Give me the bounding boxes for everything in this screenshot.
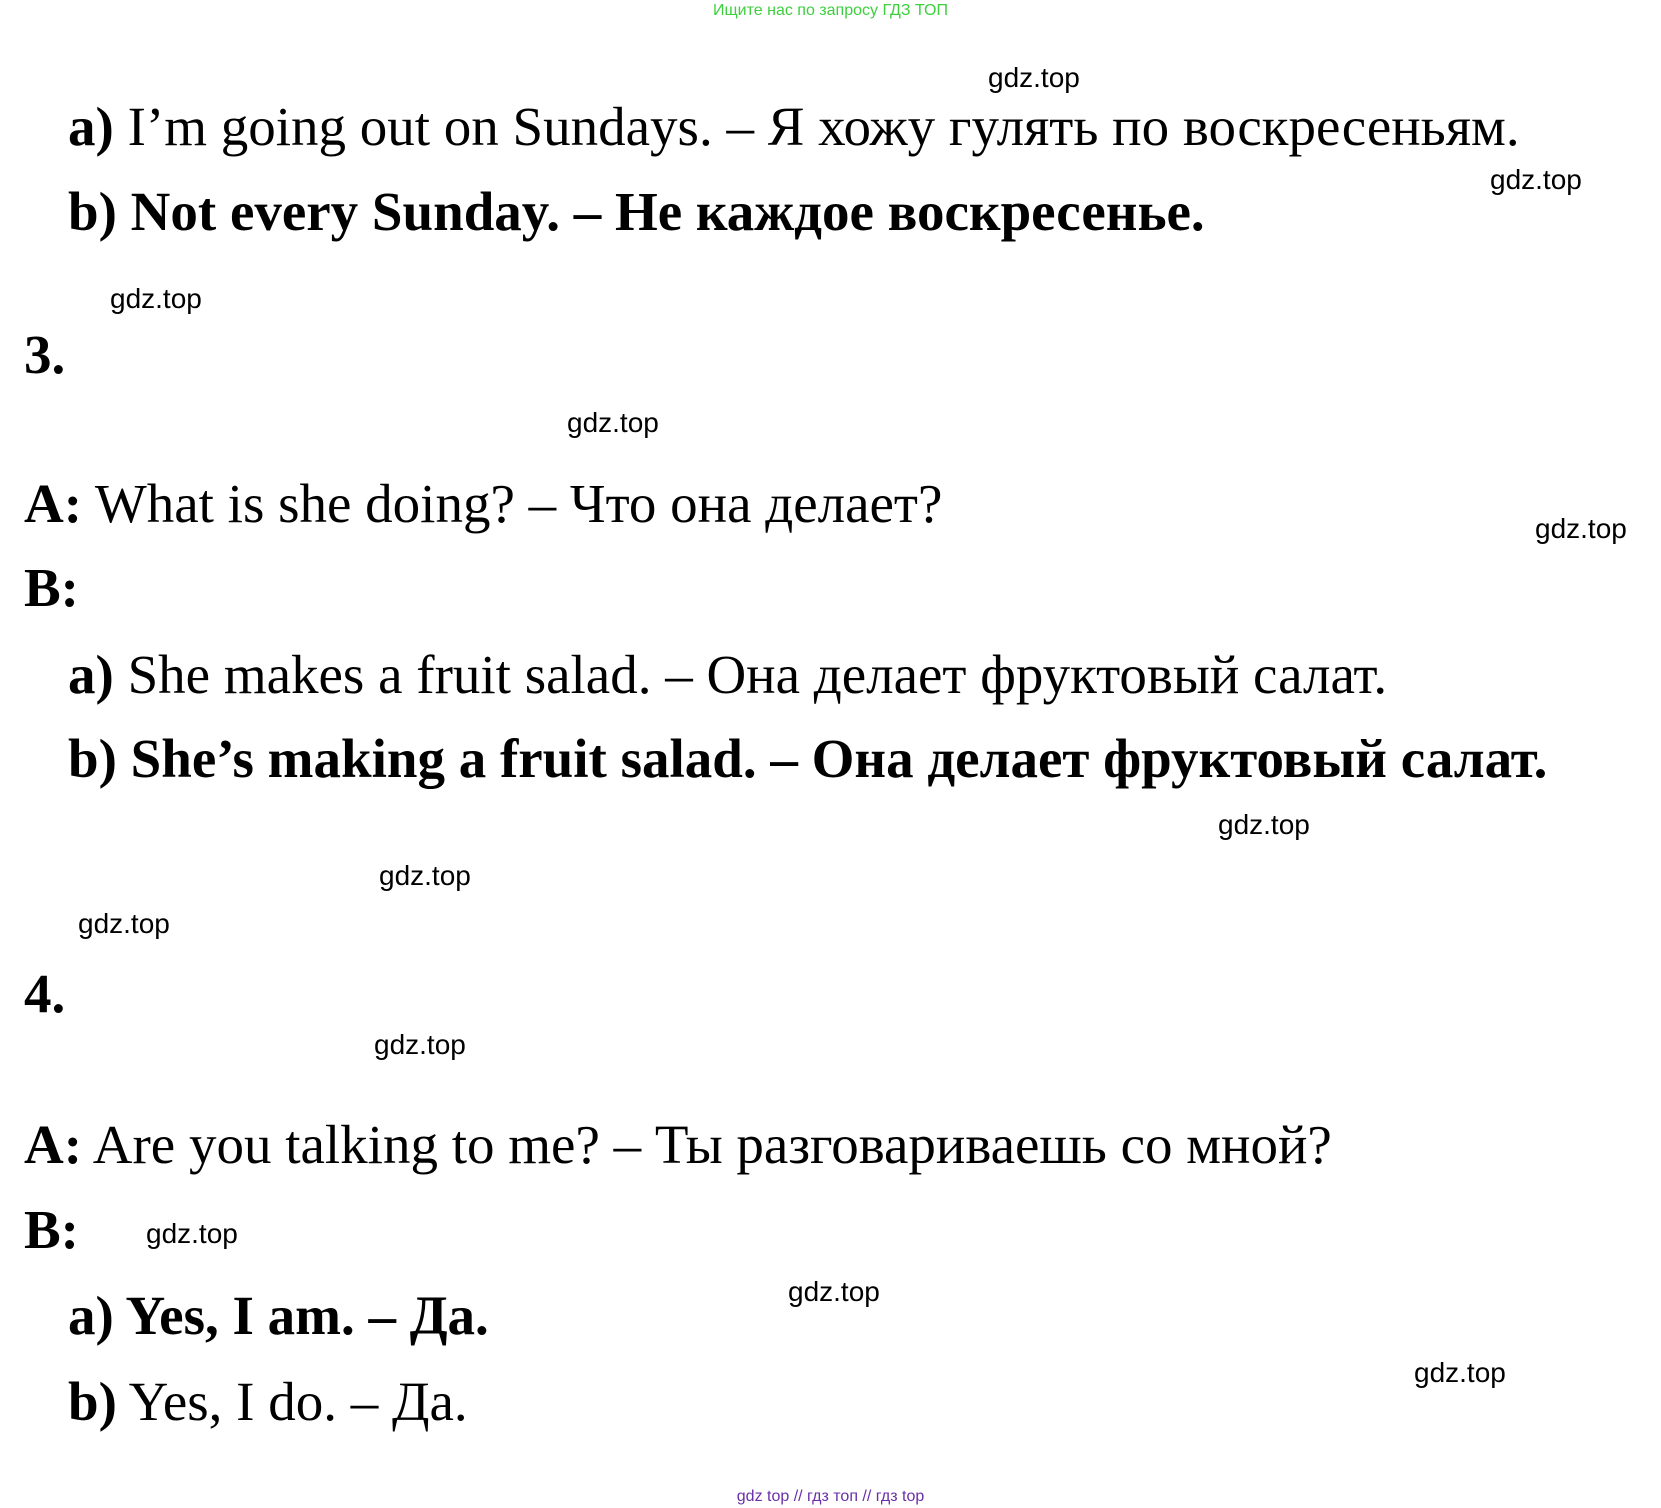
- watermark: gdz.top: [988, 62, 1080, 93]
- option-text: Yes, I do. – Да.: [128, 1371, 468, 1432]
- item3-question: [24, 472, 942, 536]
- option-label: b): [68, 1371, 117, 1432]
- question-text: What is she doing? – Что она делает?: [94, 473, 943, 534]
- watermark: gdz.top: [374, 1029, 466, 1060]
- bottom-banner: gdz top // гдз топ // гдз top: [736, 1488, 925, 1505]
- item3-option-b: [68, 727, 1547, 791]
- item3-number: 3.: [24, 324, 66, 385]
- speaker-label: A:: [24, 473, 83, 534]
- item2-option-a: [68, 95, 1520, 159]
- option-label: a): [68, 644, 114, 705]
- item4-speaker-b: B:: [24, 1199, 79, 1260]
- item4-option-a: [68, 1284, 489, 1348]
- item3-speaker-b: B:: [24, 557, 79, 618]
- item4-number: 4.: [24, 963, 66, 1024]
- watermark: gdz.top: [788, 1276, 880, 1307]
- watermark: gdz.top: [1535, 513, 1627, 544]
- watermark: gdz.top: [567, 407, 659, 438]
- item3-option-a: [68, 643, 1387, 707]
- watermark: gdz.top: [110, 283, 202, 314]
- top-banner: Ищите нас по запросу ГДЗ ТОП: [713, 2, 948, 19]
- watermark: gdz.top: [1490, 164, 1582, 195]
- option-text: Yes, I am. – Да.: [125, 1285, 489, 1346]
- question-text: Are you talking to me? – Ты разговариваешь со мной?: [92, 1114, 1332, 1175]
- option-label: a): [68, 1285, 114, 1346]
- watermark: gdz.top: [146, 1218, 238, 1249]
- option-label: b): [68, 181, 117, 242]
- watermark: gdz.top: [1218, 809, 1310, 840]
- option-text: Not every Sunday. – Не каждое воскресенье.: [130, 181, 1205, 242]
- watermark: gdz.top: [78, 908, 170, 939]
- item4-question: [24, 1113, 1332, 1177]
- option-label: a): [68, 96, 114, 157]
- option-label: b): [68, 728, 117, 789]
- option-text: She’s making a fruit salad. – Она делает фруктовый салат.: [130, 728, 1548, 789]
- item2-option-b: [68, 180, 1205, 244]
- item4-option-b: [68, 1370, 468, 1434]
- speaker-label: A:: [24, 1114, 83, 1175]
- watermark: gdz.top: [1414, 1357, 1506, 1388]
- option-text: She makes a fruit salad. – Она делает фруктовый салат.: [127, 644, 1388, 705]
- watermark: gdz.top: [379, 860, 471, 891]
- option-text: I’m going out on Sundays. – Я хожу гулять по воскресеньям.: [127, 96, 1520, 157]
